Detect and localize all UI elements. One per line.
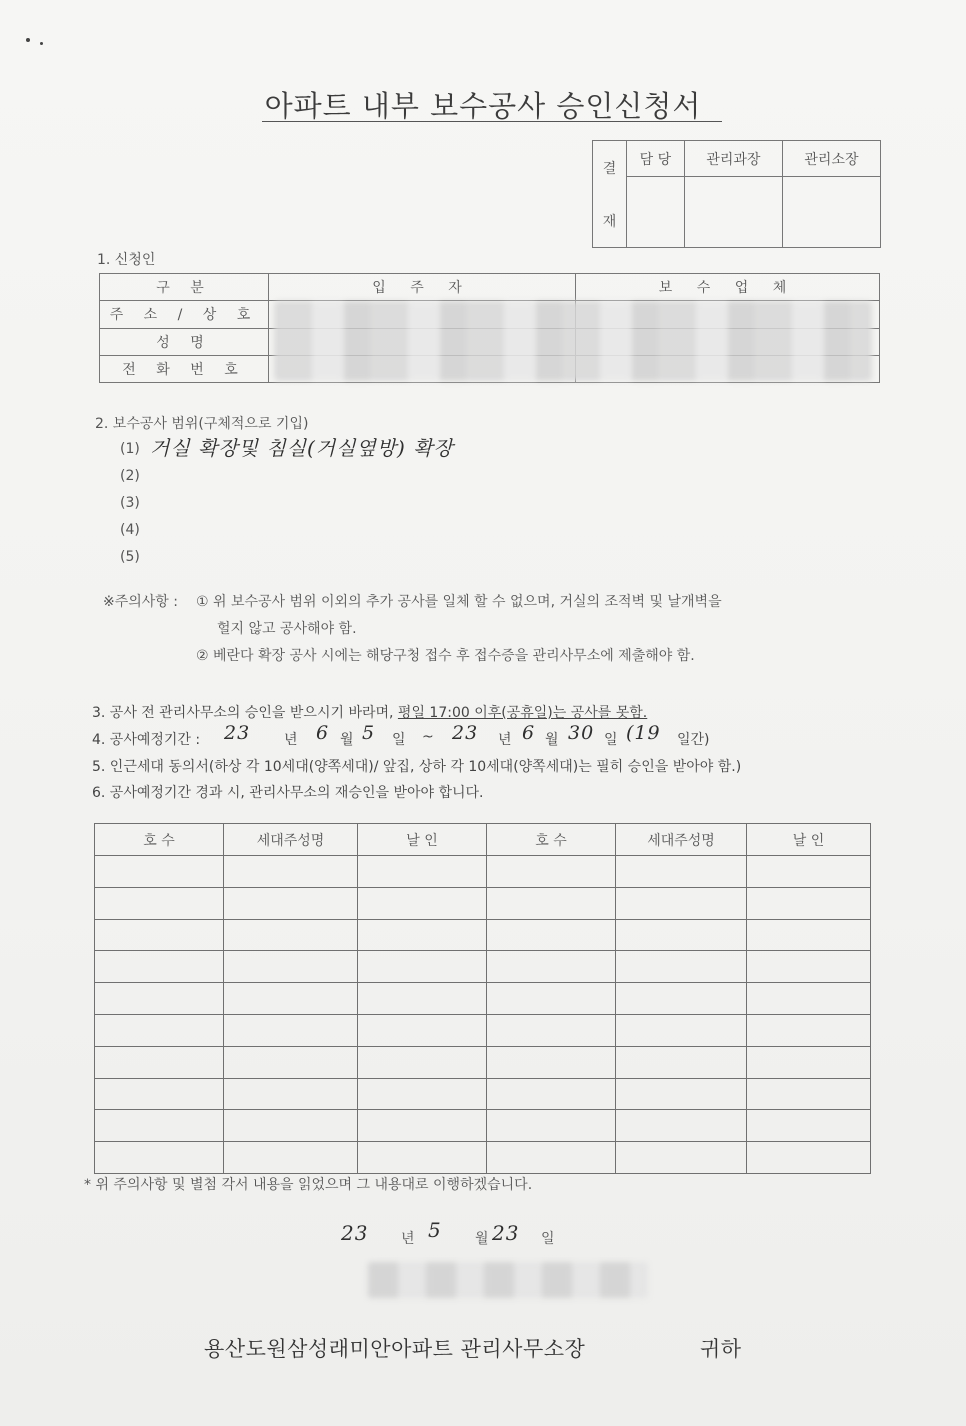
consent-cell — [358, 983, 487, 1015]
unit-day: 일 — [604, 732, 618, 748]
consent-cell — [616, 1078, 747, 1110]
document-title: 아파트 내부 보수공사 승인신청서 — [264, 89, 702, 123]
consent-cell — [95, 1014, 224, 1046]
consent-row — [95, 983, 871, 1015]
applicant-header: 입 주 자 — [269, 274, 576, 301]
end-year: 23 — [452, 722, 479, 744]
consent-cell — [616, 1046, 747, 1078]
consent-cell — [224, 1078, 358, 1110]
consent-cell — [95, 887, 224, 919]
item-3-text: 3. 공사 전 관리사무소의 승인을 받으시기 바라며, — [92, 705, 398, 721]
consent-cell — [487, 856, 616, 888]
consent-header: 호 수 — [95, 824, 224, 856]
consent-cell — [358, 919, 487, 951]
end-day: 30 — [568, 722, 595, 744]
scope-item-value: 거실 확장및 침실(거실옆방) 확장 — [150, 436, 454, 460]
consent-row — [95, 856, 871, 888]
consent-cell — [358, 1110, 487, 1142]
consent-row — [95, 1046, 871, 1078]
section-1-label: 1. 신청인 — [97, 252, 156, 268]
scope-item-number: (3) — [120, 495, 140, 511]
consent-cell — [747, 983, 871, 1015]
sign-year: 23 — [341, 1221, 369, 1245]
scope-item-number: (4) — [120, 522, 140, 538]
consent-header: 날 인 — [358, 824, 487, 856]
unit-month: 월 — [475, 1231, 489, 1247]
consent-cell — [358, 856, 487, 888]
consent-cell — [95, 983, 224, 1015]
consent-cell — [487, 1046, 616, 1078]
unit-year: 년 — [498, 732, 512, 748]
consent-cell — [487, 951, 616, 983]
sign-day: 23 — [492, 1221, 520, 1245]
notice-line-2: ② 베란다 확장 공사 시에는 해당구청 접수 후 접수증을 관리사무소에 제출해야 함. — [196, 648, 695, 664]
consent-cell — [358, 1142, 487, 1174]
footer-addressee: 용산도원삼성래미안아파트 관리사무소장 — [204, 1337, 586, 1361]
scope-item-number: (2) — [120, 468, 140, 484]
applicant-row-label: 주 소 / 상 호 — [100, 301, 269, 328]
consent-cell — [224, 887, 358, 919]
consent-cell — [747, 887, 871, 919]
applicant-header: 구 분 — [100, 274, 269, 301]
consent-header: 호 수 — [487, 824, 616, 856]
unit-day: 일 — [392, 732, 406, 748]
consent-cell — [616, 1142, 747, 1174]
footer-suffix: 귀하 — [700, 1337, 742, 1361]
consent-header: 세대주성명 — [616, 824, 747, 856]
speck — [26, 38, 30, 42]
consent-cell — [224, 983, 358, 1015]
consent-row — [95, 1014, 871, 1046]
unit-day: 일 — [541, 1231, 555, 1247]
consent-cell — [224, 1110, 358, 1142]
approval-sign-cell — [782, 177, 880, 248]
applicant-header: 보 수 업 체 — [576, 274, 880, 301]
start-year: 23 — [224, 722, 251, 744]
consent-cell — [358, 951, 487, 983]
consent-cell — [616, 887, 747, 919]
redacted-area — [274, 301, 872, 381]
consent-cell — [747, 1110, 871, 1142]
notice-line-1: ① 위 보수공사 범위 이외의 추가 공사를 일체 할 수 없으며, 거실의 조적벽 및 날개벽을 — [196, 594, 722, 610]
approval-sign-cell — [684, 177, 782, 248]
section-2-label: 2. 보수공사 범위(구체적으로 기입) — [95, 416, 309, 432]
notice-prefix: ※주의사항 : — [103, 594, 178, 610]
unit-month: 월 — [340, 732, 354, 748]
consent-cell — [95, 1142, 224, 1174]
consent-row — [95, 1078, 871, 1110]
consent-cell — [487, 983, 616, 1015]
applicant-row-label: 성 명 — [100, 328, 269, 355]
consent-cell — [487, 1142, 616, 1174]
consent-cell — [487, 887, 616, 919]
consent-cell — [487, 919, 616, 951]
consent-cell — [358, 887, 487, 919]
start-day: 5 — [362, 722, 376, 744]
consent-cell — [616, 1110, 747, 1142]
consent-cell — [224, 951, 358, 983]
approval-header: 담 당 — [627, 141, 685, 177]
notice-line-1b: 헐지 않고 공사해야 함. — [217, 621, 357, 637]
item-5: 5. 인근세대 동의서(하상 각 10세대(양쪽세대)/ 앞집, 상하 각 10세대(양쪽세대)는 필히 승인을 받아야 함.) — [92, 759, 742, 775]
item-3-emphasis: 평일 17:00 이후(공휴일)는 공사를 못함. — [397, 705, 648, 721]
consent-row — [95, 919, 871, 951]
scope-item-number: (5) — [120, 549, 140, 565]
consent-cell — [224, 919, 358, 951]
final-note: * 위 주의사항 및 별첨 각서 내용을 읽었으며 그 내용대로 이행하겠습니다. — [84, 1177, 533, 1193]
consent-cell — [358, 1078, 487, 1110]
consent-cell — [747, 1142, 871, 1174]
consent-cell — [224, 1046, 358, 1078]
speck — [40, 42, 43, 45]
consent-cell — [747, 1046, 871, 1078]
consent-cell — [747, 919, 871, 951]
consent-header: 세대주성명 — [224, 824, 358, 856]
redacted-signature — [368, 1262, 648, 1298]
item-4-label: 4. 공사예정기간 : — [92, 732, 201, 748]
consent-cell — [95, 856, 224, 888]
title-underline — [262, 121, 722, 122]
consent-cell — [616, 951, 747, 983]
consent-cell — [616, 919, 747, 951]
unit-month: 월 — [545, 732, 559, 748]
consent-cell — [95, 1046, 224, 1078]
item-3 — [92, 702, 647, 722]
consent-header: 날 인 — [747, 824, 871, 856]
consent-cell — [487, 1014, 616, 1046]
consent-cell — [224, 1014, 358, 1046]
sign-month: 5 — [428, 1218, 442, 1242]
scope-item-number: (1) — [120, 441, 140, 457]
approval-side-label: 재 — [602, 213, 617, 230]
end-month: 6 — [522, 722, 536, 744]
consent-row — [95, 1142, 871, 1174]
unit-year: 년 — [284, 732, 298, 748]
approval-sign-cell — [627, 177, 685, 248]
approval-side-label: 결 — [602, 160, 617, 177]
approval-header: 관리과장 — [684, 141, 782, 177]
unit-days: 일간) — [677, 732, 710, 748]
consent-row — [95, 887, 871, 919]
consent-row — [95, 1110, 871, 1142]
unit-year: 년 — [401, 1231, 415, 1247]
consent-row — [95, 951, 871, 983]
consent-cell — [95, 1078, 224, 1110]
consent-cell — [616, 856, 747, 888]
consent-cell — [95, 951, 224, 983]
consent-cell — [95, 1110, 224, 1142]
consent-cell — [747, 951, 871, 983]
duration-days: (19 — [626, 722, 661, 744]
consent-cell — [487, 1078, 616, 1110]
consent-cell — [95, 919, 224, 951]
range-tilde: ~ — [422, 729, 434, 745]
neighbor-consent-table — [94, 823, 871, 1174]
consent-cell — [224, 856, 358, 888]
consent-cell — [616, 983, 747, 1015]
consent-cell — [747, 1014, 871, 1046]
consent-cell — [747, 1078, 871, 1110]
consent-cell — [747, 856, 871, 888]
approval-header: 관리소장 — [782, 141, 880, 177]
start-month: 6 — [316, 722, 330, 744]
consent-cell — [616, 1014, 747, 1046]
applicant-row-label: 전 화 번 호 — [100, 355, 269, 382]
consent-cell — [358, 1046, 487, 1078]
consent-cell — [224, 1142, 358, 1174]
consent-cell — [487, 1110, 616, 1142]
item-6: 6. 공사예정기간 경과 시, 관리사무소의 재승인을 받아야 합니다. — [92, 785, 484, 801]
consent-cell — [358, 1014, 487, 1046]
approval-box — [592, 140, 881, 248]
approval-side — [593, 141, 627, 248]
